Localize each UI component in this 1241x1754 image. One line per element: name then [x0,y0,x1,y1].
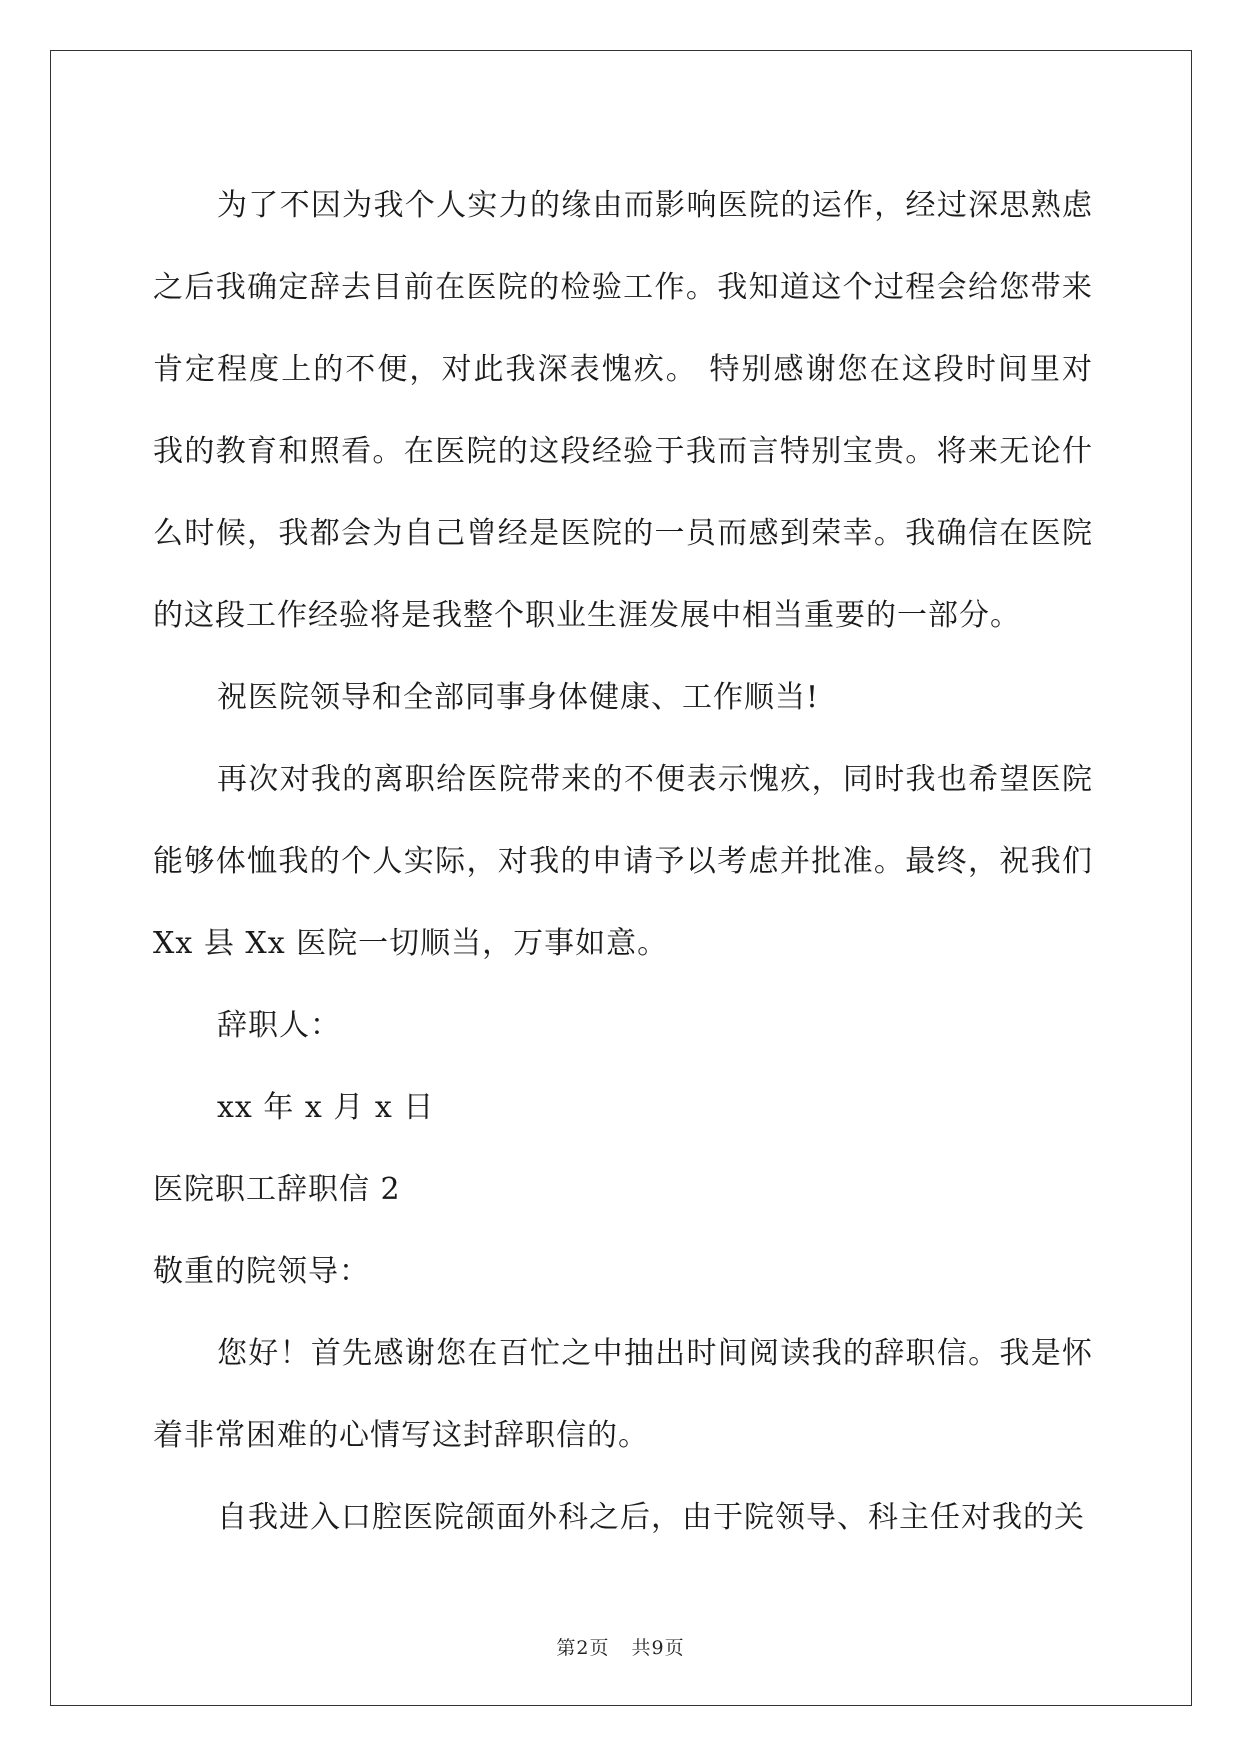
page-number: 第2页 [556,1637,610,1659]
page-footer [0,1633,1241,1660]
section-title: 医院职工辞职信 2 [153,1172,401,1207]
signature-label: 辞职人： [217,1008,341,1043]
salutation: 敬重的院领导： [153,1254,370,1289]
paragraph-2: 祝医院领导和全部同事身体健康、工作顺当! [217,680,820,715]
paragraph-1: 为了不因为我个人实力的缘由而影响医院的运作，经过深思熟虑之后我确定辞去目前在医院的检验工作。我知道这个过程会给您带来肯定程度上的不便，对此我深表愧疚。 特别感谢您在这段时间里对我的教育和照看。在医院的这段经验于我而言特别宝贵。将来无论什么时候，我都会为自己曾经是医院的一员而感到荣幸。我确信在医院的这段工作经验将是我整个职业生涯发展中相当重要的一部分。 [153,188,1093,633]
signature-date: xx 年 x 月 x 日 [217,1090,435,1125]
paragraph-4: 您好！首先感谢您在百忙之中抽出时间阅读我的辞职信。我是怀着非常困难的心情写这封辞职信的。 [153,1336,1093,1453]
document-body [153,165,1093,1559]
page-total: 共9页 [631,1637,685,1659]
paragraph-3: 再次对我的离职给医院带来的不便表示愧疚，同时我也希望医院能够体恤我的个人实际，对我的申请予以考虑并批准。最终，祝我们 Xx 县 Xx 医院一切顺当，万事如意。 [153,762,1093,961]
paragraph-5: 自我进入口腔医院颌面外科之后，由于院领导、科主任对我的关 [217,1500,1085,1535]
